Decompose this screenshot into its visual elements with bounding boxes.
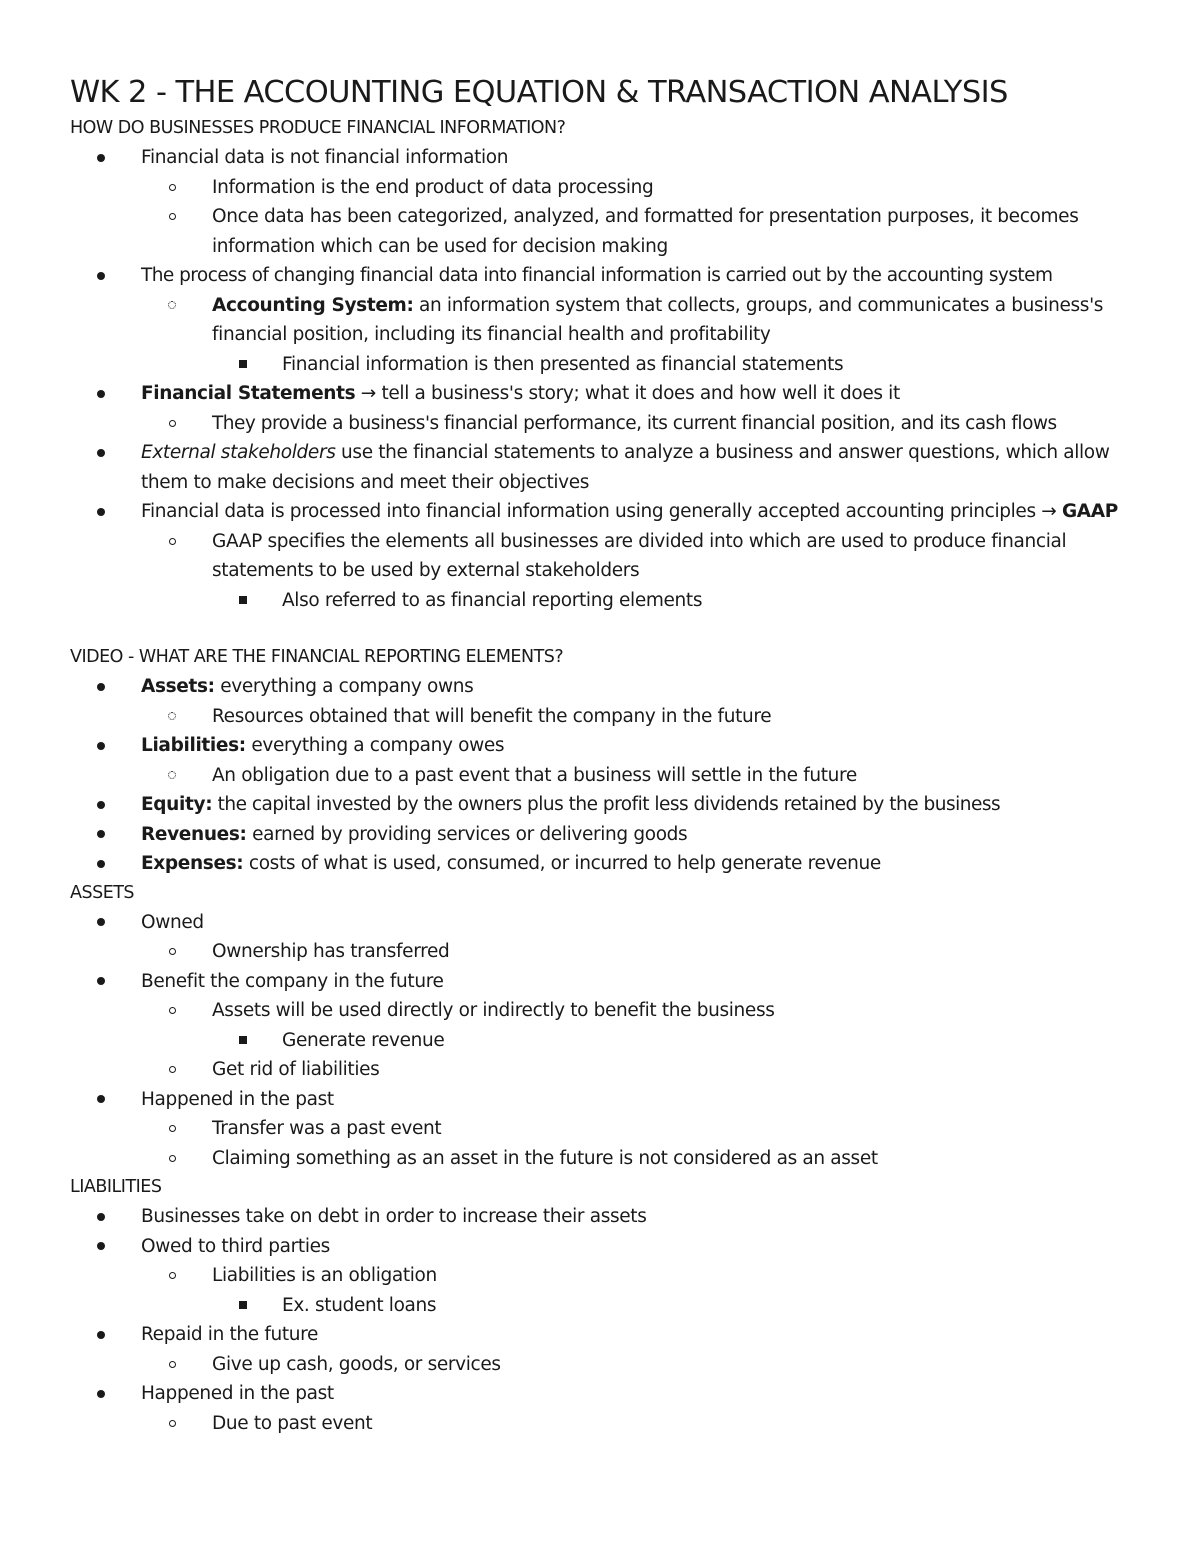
bullet-disc-icon	[97, 390, 105, 398]
bullet-square-icon	[239, 596, 247, 604]
list-item-text: They provide a business's financial performance, its current financial position, and its cash flows	[212, 412, 1057, 434]
list-item	[70, 967, 1150, 997]
list-item	[70, 820, 1150, 850]
term-gaap: GAAP	[1061, 501, 1118, 522]
list-item-text: Resources obtained that will benefit the company in the future	[212, 705, 772, 727]
list-item	[70, 1144, 1150, 1174]
term-assets: Assets:	[141, 676, 215, 697]
list-item-text: Give up cash, goods, or services	[212, 1353, 501, 1375]
bullet-circle-icon	[169, 948, 176, 955]
list-item-text: costs of what is used, consumed, or incurred to help generate revenue	[243, 853, 881, 874]
list-item	[70, 1261, 1150, 1291]
bullet-circle-icon	[169, 1066, 176, 1073]
document-title: WK 2 - THE ACCOUNTING EQUATION & TRANSACTION ANALYSIS	[70, 75, 1008, 110]
list-item-text: everything a company owes	[245, 735, 505, 756]
bullet-disc-icon	[97, 1242, 105, 1250]
bullet-disc-icon	[97, 449, 105, 457]
bullet-circle-icon	[169, 184, 176, 191]
bullet-disc-icon	[97, 830, 105, 838]
bullet-disc-icon	[97, 860, 105, 868]
list-item	[70, 1409, 1150, 1439]
list-item	[70, 202, 1150, 261]
list-item	[70, 1350, 1150, 1380]
list-item-text: Get rid of liabilities	[212, 1059, 380, 1080]
list-item	[70, 350, 1150, 380]
list-item-text: Transfer was a past event	[212, 1118, 442, 1139]
bullet-circle-icon	[169, 1125, 176, 1132]
list-item-text: Financial data is processed into financial information using generally accepted accounting principles →	[141, 501, 1062, 522]
list-item-text: Once data has been categorized, analyzed, and formatted for presentation purposes, it becomes information which can be used for decision making	[212, 206, 1079, 257]
bullet-disc-icon	[97, 154, 105, 162]
list-item-text: Liabilities is an obligation	[212, 1265, 437, 1286]
list-item-text: → tell a business's story; what it does and how well it does it	[355, 383, 900, 404]
term-accounting-system: Accounting System:	[212, 294, 414, 316]
list-item	[70, 173, 1150, 203]
bullet-square-icon	[239, 1301, 247, 1309]
section-heading-assets: ASSETS	[70, 882, 135, 903]
list-item	[70, 291, 1150, 350]
list-item	[70, 849, 1150, 879]
list-item	[70, 702, 1150, 732]
list-item-text: Ex. student loans	[282, 1294, 437, 1316]
bullet-square-icon	[239, 1036, 247, 1044]
list-item	[70, 586, 1150, 616]
list-item	[70, 1026, 1150, 1056]
list-item	[70, 996, 1150, 1026]
term-equity: Equity:	[141, 794, 213, 815]
bullet-disc-icon	[97, 272, 105, 280]
section-spacer	[70, 615, 1150, 643]
list-item	[70, 1379, 1150, 1409]
term-liabilities: Liabilities:	[141, 735, 246, 756]
list-item-text: Businesses take on debt in order to increase their assets	[141, 1206, 647, 1227]
list-item	[70, 908, 1150, 938]
list-item	[70, 1202, 1150, 1232]
bullet-circle-icon	[169, 1007, 176, 1014]
section-heading-video: VIDEO - WHAT ARE THE FINANCIAL REPORTING ELEMENTS?	[70, 647, 564, 667]
list-item	[70, 438, 1150, 497]
list-item-text: Assets will be used directly or indirectly to benefit the business	[212, 1000, 775, 1021]
list-item	[70, 1055, 1150, 1085]
bullet-circle-icon	[169, 538, 176, 545]
list-item-text: use the financial statements to analyze a business and answer questions, which allow them to make decisions and meet their objectives	[141, 442, 1110, 493]
list-item	[70, 761, 1150, 791]
bullet-disc-icon	[97, 801, 105, 809]
list-item	[70, 731, 1150, 761]
term-external-stakeholders: External stakeholders	[141, 442, 336, 463]
list-item-text: The process of changing financial data into financial information is carried out by the accounting system	[141, 265, 1053, 286]
list-item	[70, 790, 1150, 820]
list-item-text: Due to past event	[212, 1412, 373, 1434]
list-item	[70, 1114, 1150, 1144]
bullet-circle-icon	[169, 1272, 176, 1279]
bullet-disc-icon	[97, 742, 105, 750]
list-item-text: An obligation due to a past event that a business will settle in the future	[212, 764, 857, 786]
term-financial-statements: Financial Statements	[141, 383, 356, 404]
list-item-text: Owed to third parties	[141, 1235, 330, 1257]
list-item	[70, 409, 1150, 439]
bullet-dotted-circle-icon	[168, 712, 176, 720]
term-revenues: Revenues:	[141, 823, 247, 845]
list-item	[70, 497, 1150, 527]
list-item	[70, 527, 1150, 586]
bullet-disc-icon	[97, 918, 105, 926]
list-item-text: Happened in the past	[141, 1383, 334, 1404]
list-item	[70, 1291, 1150, 1321]
section-heading-liabilities: LIABILITIES	[70, 1177, 162, 1197]
list-item-text: GAAP specifies the elements all businesses are divided into which are used to produce financial statements to be used by external stakeholders	[212, 530, 1067, 581]
list-item	[70, 261, 1150, 291]
bullet-circle-icon	[169, 1155, 176, 1162]
bullet-dotted-circle-icon	[168, 771, 176, 779]
list-item-text: everything a company owns	[214, 676, 474, 697]
list-item-text: Financial data is not financial information	[141, 147, 509, 168]
bullet-circle-icon	[169, 1420, 176, 1427]
bullet-disc-icon	[97, 508, 105, 516]
list-item-text: Owned	[141, 911, 204, 933]
section-heading-produce: HOW DO BUSINESSES PRODUCE FINANCIAL INFORMATION?	[70, 118, 566, 138]
list-item-text: the capital invested by the owners plus the profit less dividends retained by the business	[212, 794, 1001, 815]
list-item-text: earned by providing services or delivering goods	[246, 823, 688, 845]
list-item-text: Generate revenue	[282, 1029, 445, 1051]
bullet-circle-icon	[169, 213, 176, 220]
list-item	[70, 379, 1150, 409]
bullet-disc-icon	[97, 1331, 105, 1339]
list-item	[70, 1232, 1150, 1262]
list-item	[70, 937, 1150, 967]
list-item-text: Claiming something as an asset in the future is not considered as an asset	[212, 1147, 878, 1169]
list-item-text: Also referred to as financial reporting elements	[282, 589, 703, 611]
list-item-text: Repaid in the future	[141, 1324, 319, 1345]
bullet-disc-icon	[97, 683, 105, 691]
bullet-square-icon	[239, 360, 247, 368]
list-item	[70, 143, 1150, 173]
bullet-disc-icon	[97, 1213, 105, 1221]
list-item-text: Ownership has transferred	[212, 941, 450, 962]
list-item	[70, 672, 1150, 702]
list-item-text: Benefit the company in the future	[141, 970, 444, 992]
list-item-text: Happened in the past	[141, 1088, 334, 1110]
bullet-disc-icon	[97, 1390, 105, 1398]
list-item-text: Financial information is then presented as financial statements	[282, 353, 844, 375]
bullet-disc-icon	[97, 1095, 105, 1103]
list-item-text: Information is the end product of data processing	[212, 176, 654, 198]
list-item	[70, 1085, 1150, 1115]
document-page	[70, 72, 1150, 1438]
term-expenses: Expenses:	[141, 853, 244, 874]
bullet-dotted-circle-icon	[168, 301, 176, 309]
list-item-text: an information system that collects, groups, and communicates a business's financial position, including its financial health and profitability	[212, 294, 1104, 345]
list-item	[70, 1320, 1150, 1350]
bullet-disc-icon	[97, 977, 105, 985]
bullet-circle-icon	[169, 420, 176, 427]
bullet-circle-icon	[169, 1361, 176, 1368]
